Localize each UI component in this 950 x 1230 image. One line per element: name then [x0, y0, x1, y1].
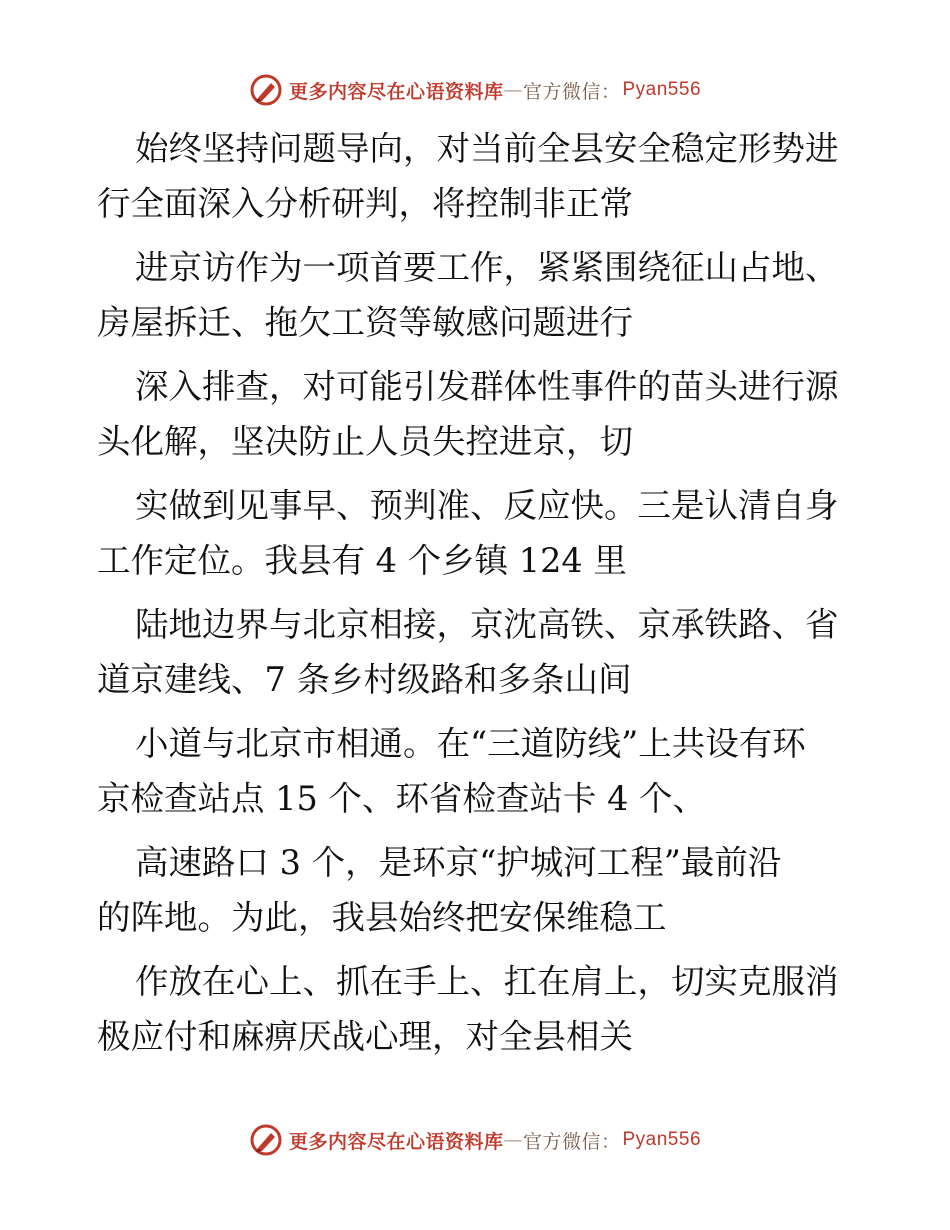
- pen-logo-icon: [249, 73, 283, 107]
- paragraph-line: 高速路口 3 个，是环京“护城河工程”最前沿: [135, 843, 782, 882]
- header-dash: —: [503, 79, 523, 101]
- paragraph: [97, 478, 857, 588]
- header-brand-text: 更多内容尽在心语资料库: [288, 80, 504, 103]
- paragraph-line: 深入排查，对可能引发群体性事件的苗头进行源: [135, 367, 839, 406]
- paragraph: [97, 597, 857, 707]
- paragraph-line: 小道与北京市相通。在“三道防线”上共设有环: [135, 724, 806, 763]
- paragraph-line: 工作定位。我县有 4 个乡镇 124 里: [97, 541, 627, 580]
- pen-logo-icon: [249, 1123, 283, 1157]
- paragraph-line: 行全面深入分析研判，将控制非正常: [97, 184, 633, 223]
- page-header: [0, 70, 950, 110]
- paragraph-line: 实做到见事早、预判准、反应快。三是认清自身: [135, 486, 839, 525]
- footer-official-label: 官方微信：: [522, 1130, 621, 1153]
- paragraph-line: 道京建线、7 条乡村级路和多条山间: [97, 660, 632, 699]
- paragraph: [97, 716, 857, 826]
- paragraph-line: 极应付和麻痹厌战心理，对全县相关: [97, 1017, 633, 1056]
- footer-brand-text: 更多内容尽在心语资料库: [288, 1130, 504, 1153]
- footer-dash: —: [503, 1129, 523, 1151]
- paragraph: [97, 359, 857, 469]
- paragraph: [97, 121, 857, 231]
- paragraph-line: 始终坚持问题导向，对当前全县安全稳定形势进: [135, 129, 839, 168]
- paragraph: [97, 835, 857, 945]
- paragraph-line: 房屋拆迁、拖欠工资等敏感问题进行: [97, 303, 633, 342]
- document-body: [97, 121, 857, 1073]
- paragraph: [97, 240, 857, 350]
- page-footer: [0, 1120, 950, 1160]
- paragraph: [97, 954, 857, 1064]
- paragraph-line: 的阵地。为此，我县始终把安保维稳工: [97, 898, 667, 937]
- paragraph-line: 进京访作为一项首要工作，紧紧围绕征山占地、: [135, 248, 839, 287]
- paragraph-line: 头化解，坚决防止人员失控进京，切: [97, 422, 633, 461]
- paragraph-line: 京检查站点 15 个、环省检查站卡 4 个、: [97, 779, 707, 818]
- header-wechat-id: Pyan556: [622, 79, 702, 100]
- paragraph-line: 陆地边界与北京相接，京沈高铁、京承铁路、省: [135, 605, 839, 644]
- paragraph-line: 作放在心上、抓在手上、扛在肩上，切实克服消: [135, 962, 839, 1001]
- header-official-label: 官方微信：: [522, 80, 621, 103]
- footer-wechat-id: Pyan556: [622, 1129, 702, 1150]
